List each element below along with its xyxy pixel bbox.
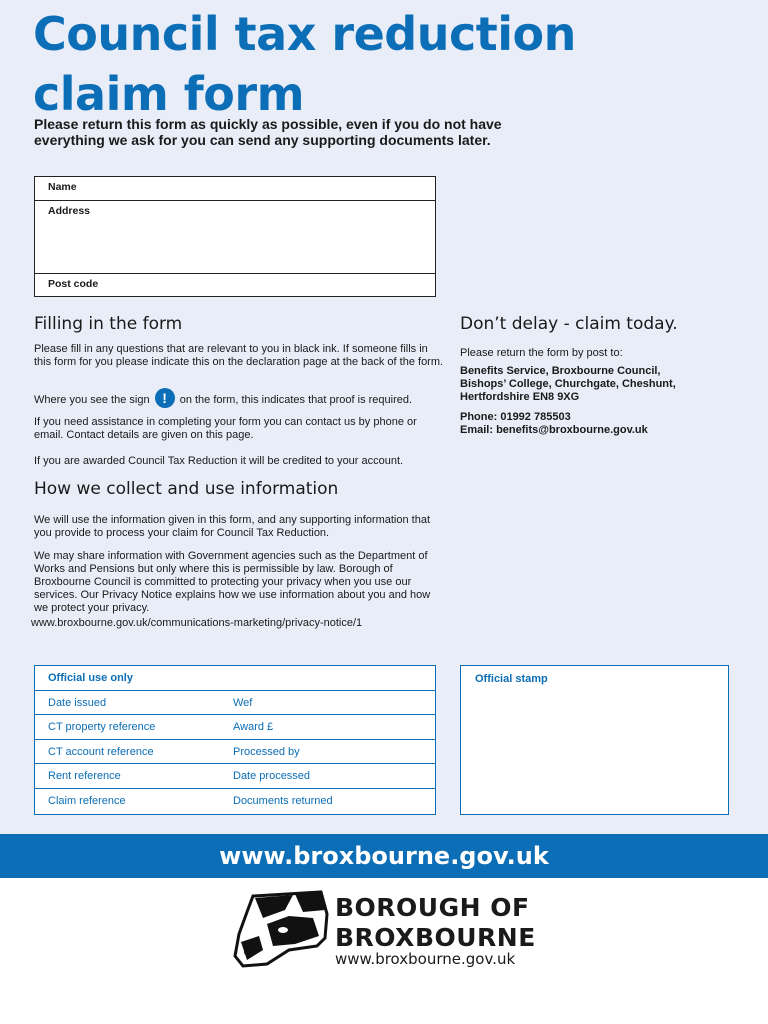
official-stamp-box [460, 665, 729, 815]
postal-address [460, 365, 750, 404]
privacy-notice-link[interactable]: www.broxbourne.gov.uk/communications-marketing/privacy-notice/1 [31, 617, 363, 629]
intro-text [34, 116, 554, 148]
table-row [35, 789, 435, 814]
logo-line2: BROXBOURNE [335, 923, 536, 952]
form-title-line2: claim form [33, 67, 305, 121]
postal-address-line1: Benefits Service, Broxbourne Council, [460, 365, 661, 377]
official-stamp-label: Official stamp [475, 673, 548, 685]
official-use-heading-row [35, 666, 435, 691]
official-field-label: Date issued [48, 696, 107, 709]
collect-para1: We will use the information given in this form, and any supporting information that you provide to process your claim for Council Tax Reduction. [34, 514, 430, 539]
collect-para2: We may share information with Government agencies such as the Department of Works and Pensions but only where this is permissible by law. Borough of Broxbourne Council is committed to protecting your privacy when you use our services. Our Privacy Notice explains how we use information about you and how we protect your privacy. [34, 550, 431, 614]
contact-details [460, 411, 750, 437]
email-address[interactable]: Email: benefits@broxbourne.gov.uk [460, 424, 648, 436]
logo-line1: BOROUGH OF [335, 893, 530, 922]
filling-para2-after: on the form, this indicates that proof is required. [179, 393, 413, 406]
postal-address-line3: Hertfordshire EN8 9XG [460, 391, 580, 403]
table-row [35, 740, 435, 765]
filling-heading: Filling in the form [34, 314, 183, 334]
applicant-details-box [34, 176, 436, 297]
name-field[interactable] [35, 177, 435, 201]
collect-heading: How we collect and use information [34, 479, 339, 499]
badger-logo-icon [233, 890, 329, 968]
council-logo-text [335, 893, 536, 953]
address-field[interactable] [35, 201, 435, 274]
official-field-label: Wef [233, 696, 253, 709]
official-field-label: Date processed [233, 770, 311, 782]
postal-address-line2: Bishops’ College, Churchgate, Cheshunt, [460, 378, 676, 390]
proof-required-icon: ! [155, 388, 175, 408]
logo-url[interactable]: www.broxbourne.gov.uk [335, 950, 516, 968]
postcode-label: Post code [48, 278, 99, 290]
filling-para2-before: Where you see the sign [34, 393, 150, 406]
official-field-label: CT property reference [48, 721, 156, 733]
official-use-box [34, 665, 436, 815]
intro-line1: Please return this form as quickly as possible, even if you do not have [34, 116, 502, 132]
intro-line2: everything we ask for you can send any supporting documents later. [34, 132, 491, 148]
table-row [35, 715, 435, 740]
postcode-field[interactable] [35, 274, 435, 297]
official-field-label: Processed by [233, 745, 300, 758]
delay-intro: Please return the form by post to: [460, 347, 623, 359]
form-title-line1: Council tax reduction [33, 7, 576, 61]
official-field-label: Award £ [233, 721, 274, 733]
name-label: Name [48, 181, 77, 193]
delay-heading: Don’t delay - claim today. [460, 314, 678, 334]
official-use-heading: Official use only [48, 672, 133, 684]
filling-para3: If you need assistance in completing your form you can contact us by phone or email. Contact details are given on this page. [34, 416, 417, 441]
filling-para1: Please fill in any questions that are relevant to you in black ink. If someone fills in this form for you please indicate this on the declaration page at the back of the form. [34, 343, 444, 368]
official-field-label: Rent reference [48, 770, 121, 782]
official-field-label: Claim reference [48, 794, 126, 807]
website-banner [0, 834, 768, 878]
website-banner-link[interactable]: www.broxbourne.gov.uk [219, 842, 549, 870]
phone-number: Phone: 01992 785503 [460, 411, 571, 423]
table-row [35, 691, 435, 716]
table-row [35, 764, 435, 789]
filling-para4: If you are awarded Council Tax Reduction it will be credited to your account. [34, 455, 404, 467]
form-title [33, 4, 733, 124]
filling-para2 [34, 392, 444, 408]
official-field-label: Documents returned [233, 794, 333, 807]
address-label: Address [48, 205, 91, 217]
official-field-label: CT account reference [48, 745, 154, 758]
